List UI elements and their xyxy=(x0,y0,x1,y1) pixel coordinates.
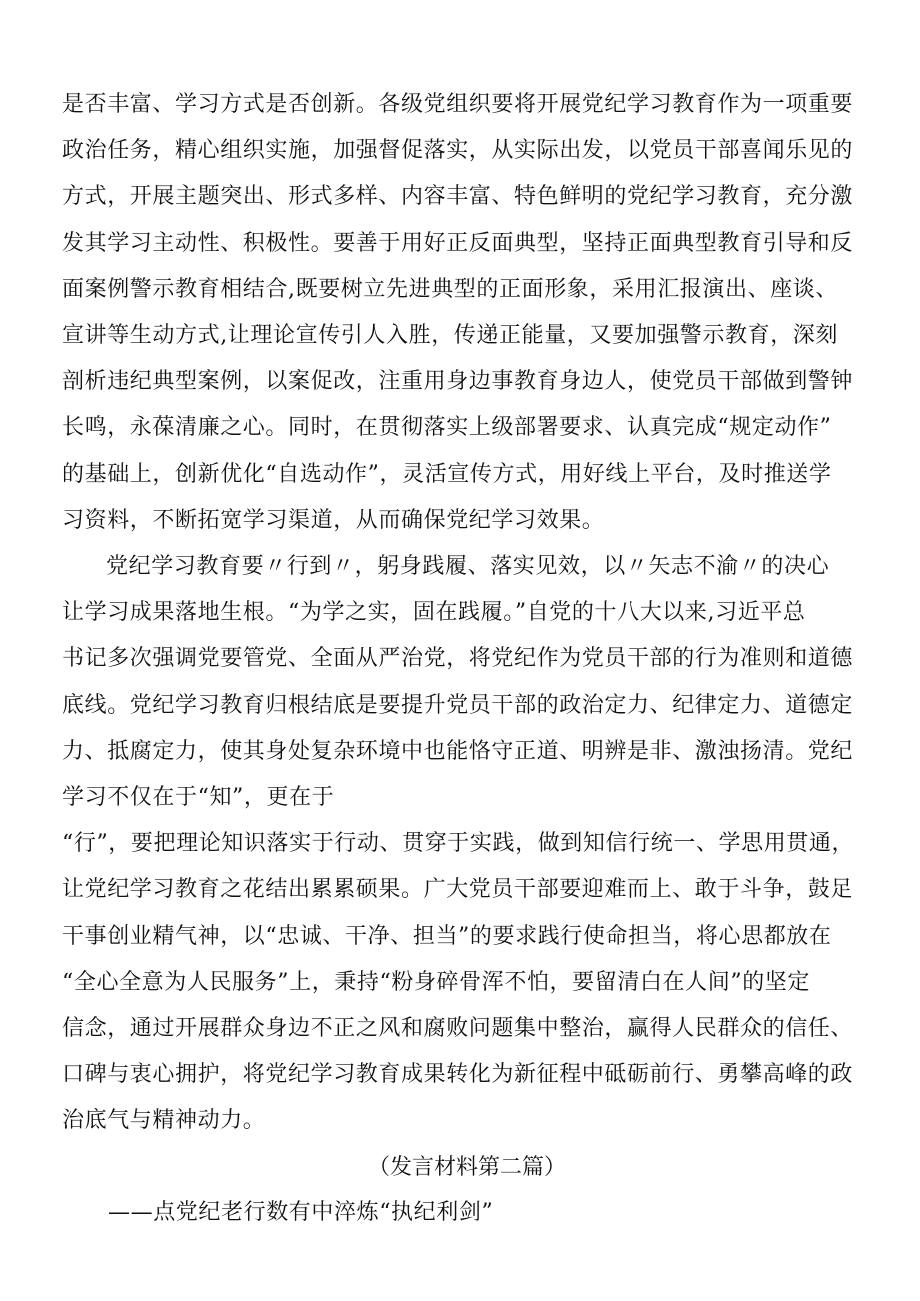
paragraph xyxy=(62,821,872,1144)
text-line: 党纪学习教育要〃行到〃，躬身践履、落实见效，以〃矢志不渝〃的决心 xyxy=(106,554,830,580)
section-tagline: ——点党纪老行数有中淬炼“执纪利剑” xyxy=(108,1199,494,1225)
text-line: “行”，要把理论知识落实于行动、贯穿于实践，做到知信行统一、学思用贯通， xyxy=(62,831,855,857)
text-line: 习资料，不断拓宽学习渠道，从而确保党纪学习效果。 xyxy=(62,507,605,533)
text-line: 治底气与精神动力。 xyxy=(62,1108,266,1134)
text-line: 底线。党纪学习教育归根结底是要提升党员干部的政治定力、纪律定力、道德定 xyxy=(62,692,854,718)
paragraph xyxy=(62,82,872,544)
text-line: 的基础上，创新优化“自选动作”，灵活宣传方式，用好线上平台，及时推送学 xyxy=(62,461,832,487)
text-line: 学习不仅在于“知”，更在于 xyxy=(62,785,335,811)
text-line: 是否丰富、学习方式是否创新。各级党组织要将开展党纪学习教育作为一项重要 xyxy=(62,92,854,117)
text-line: 干事创业精气神，以“忠诚、干净、担当”的要求践行使命担当，将心思都放在 xyxy=(62,923,832,949)
text-line: 面案例警示教育相结合,既要树立先进典型的正面形象，采用汇报演出、座谈、 xyxy=(62,276,838,302)
text-line: 宣讲等生动方式,让理论宣传引人入胜，传递正能量，又要加强警示教育，深刻 xyxy=(62,323,838,349)
text-line: 让学习成果落地生根。“为学之实，固在践履。”自党的十八大以来,习近平总 xyxy=(62,600,806,626)
text-line: 信念，通过开展群众身边不正之风和腐败问题集中整治，赢得人民群众的信任、 xyxy=(62,1016,854,1042)
text-line: 剖析违纪典型案例，以案促改，注重用身边事教育身边人，使党员干部做到警钟 xyxy=(62,369,854,395)
text-line: 政治任务，精心组织实施，加强督促落实，从实际出发，以党员干部喜闻乐见的 xyxy=(62,138,854,164)
paragraph xyxy=(62,544,872,821)
text-line: 长鸣，永葆清廉之心。同时，在贯彻落实上级部署要求、认真完成“规定动作” xyxy=(62,415,832,441)
text-line: 书记多次强调党要管党、全面从严治党，将党纪作为党员干部的行为准则和道德 xyxy=(62,646,854,672)
text-line: 发其学习主动性、积极性。要善于用好正反面典型，坚持正面典型教育引导和反 xyxy=(62,230,854,256)
document-page xyxy=(62,82,872,1235)
text-line: 力、抵腐定力，使其身处复杂环境中也能恪守正道、明辨是非、激浊扬清。党纪 xyxy=(62,738,854,764)
section-subheading: （发言材料第二篇） xyxy=(367,1154,566,1180)
text-line: 方式，开展主题突出、形式多样、内容丰富、特色鲜明的党纪学习教育，充分激 xyxy=(62,184,854,210)
text-line: 口碑与衷心拥护，将党纪学习教育成果转化为新征程中砥砺前行、勇攀高峰的政 xyxy=(62,1062,854,1088)
text-line: 让党纪学习教育之花结出累累硕果。广大党员干部要迎难而上、敢于斗争，鼓足 xyxy=(62,877,854,903)
text-line: “全心全意为人民服务”上，秉持“粉身碎骨浑不怕，要留清白在人间”的坚定 xyxy=(62,969,810,995)
document-body xyxy=(62,82,872,1145)
